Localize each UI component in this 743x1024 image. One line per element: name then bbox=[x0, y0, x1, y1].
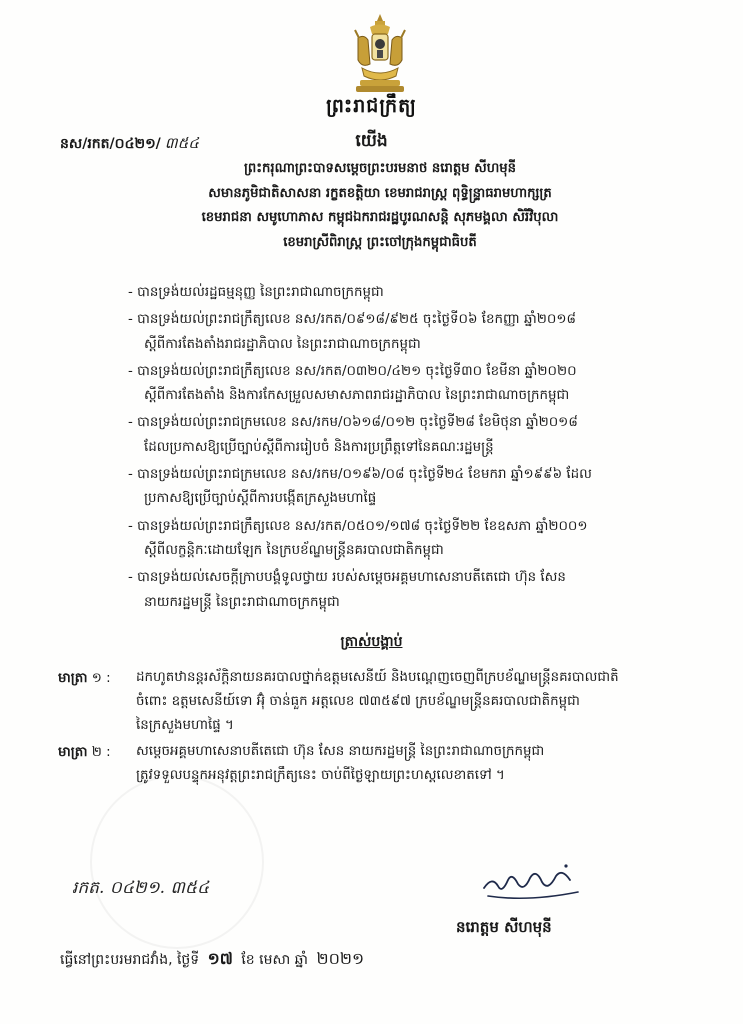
royal-titles-block bbox=[80, 157, 680, 255]
article-1 bbox=[58, 666, 698, 738]
article-2 bbox=[58, 740, 698, 788]
place-and-date bbox=[60, 948, 364, 972]
citation-item bbox=[128, 566, 688, 615]
citation-item bbox=[128, 411, 688, 460]
citation-line: - បានទ្រង់យល់ព្រះរាជក្រមលេខ នស/រកម/០៦១៨/០១២ ចុះថ្ងៃទី២៨ ខែមិថុនា ឆ្នាំ២០១៨ bbox=[128, 415, 578, 431]
decree-title: ព្រះរាជក្រឹត្យ bbox=[326, 95, 417, 117]
article-body bbox=[136, 666, 698, 738]
article-line: នៃក្រសួងមហាផ្ទៃ ។ bbox=[136, 718, 234, 733]
article-body bbox=[136, 740, 698, 788]
citation-line: នាយករដ្ឋមន្ត្រី នៃព្រះរាជាណាចក្រកម្ពុជា bbox=[144, 594, 340, 610]
citation-line: - បានទ្រង់យល់ព្រះរាជក្រឹត្យលេខ នស/រកត/០៣២០/៤២១ ចុះថ្ងៃទី៣០ ខែមីនា ឆ្នាំ២០២០ bbox=[128, 363, 577, 379]
article-number: ១ bbox=[91, 671, 102, 686]
we-heading: យើង bbox=[355, 131, 388, 151]
article-line: សម្តេចអគ្គមហាសេនាបតីតេជោ ហ៊ុន សែន នាយករដ្ឋមន្ត្រី នៃព្រះរាជាណាចក្រកម្ពុជា bbox=[136, 744, 545, 759]
article-number: ២ bbox=[91, 745, 102, 760]
citation-item bbox=[128, 463, 688, 512]
royal-title-line: ខេមរាជនា សមូហោភាស កម្ពុជឯករាជរដ្ឋបូរណសន្តិ សុភមង្គលា សិរីវិបុលា bbox=[201, 210, 559, 225]
place-prefix: ធ្វើនៅព្រះបរមរាជវាំង, ថ្ងៃទី bbox=[60, 952, 200, 968]
legal-citations-list bbox=[128, 281, 688, 618]
citation-line: - បានទ្រង់យល់ព្រះរាជក្រឹត្យលេខ នស/រកត/០៥០១/១៧៨ ចុះថ្ងៃទី២២ ខែឧសភា ឆ្នាំ២០០១ bbox=[128, 518, 588, 534]
faint-seal-watermark bbox=[90, 775, 264, 949]
handwritten-registration-ref: រកត. ០៤២១. ៣៥៤ bbox=[72, 878, 209, 898]
article-label: មាត្រា bbox=[58, 744, 88, 760]
citation-line: - បានទ្រង់យល់ព្រះរាជក្រមលេខ នស/រកម/០១៩៦/០៨ ចុះថ្ងៃទី២៤ ខែមករា ឆ្នាំ១៩៩៦ ដែល bbox=[128, 467, 592, 483]
signer-name: នរោត្តម សីហមុនី bbox=[456, 918, 552, 936]
date-year: ២០២១ bbox=[316, 949, 365, 968]
article-label: មាត្រា bbox=[58, 670, 88, 686]
date-month-text: ខែ មេសា ឆ្នាំ bbox=[241, 952, 309, 968]
citation-line: ប្រកាសឱ្យប្រើច្បាប់ស្តីពីការបង្កើតក្រសួងមហាផ្ទៃ bbox=[144, 491, 377, 507]
article-line: ដកហូតឋានន្តរស័ក្តិនាយនគរបាលថ្នាក់ឧត្តមសេនីយ៍ និងបណ្តេញចេញពីក្របខ័ណ្ឌមន្ត្រីនគរបាលជាតិ bbox=[136, 670, 619, 685]
citation-item bbox=[128, 281, 688, 305]
royal-title-line: ព្រះករុណាព្រះបាទសម្តេចព្រះបរមនាថ នរោត្តម សីហមុនី bbox=[243, 161, 517, 176]
royal-title-line: សមានភូមិជាតិសាសនា រក្ខតខត្តិយា ខេមរាជរាស្ត្រ ពុទ្ធិន្រ្ទាធរាមហាក្សត្រ bbox=[208, 185, 552, 201]
citation-line: - បានទ្រង់យល់ព្រះរាជក្រឹត្យលេខ នស/រកត/០៩១៨/៩២៥ ចុះថ្ងៃទី០៦ ខែកញ្ញា ឆ្នាំ២០១៨ bbox=[128, 312, 576, 328]
citation-item bbox=[128, 308, 688, 357]
citation-line: ស្តីពីលក្ខន្តិកៈដោយឡែក នៃក្របខ័ណ្ឌមន្ត្រីនគរបាលជាតិកម្ពុជា bbox=[144, 542, 444, 558]
citation-line: - បានទ្រង់យល់រដ្ឋធម្មនុញ្ញ នៃព្រះរាជាណាចក្រកម្ពុជា bbox=[128, 285, 384, 300]
citation-line: ស្តីពីការតែងតាំង និងការកែសម្រួលសមាសភាពរាជរដ្ឋាភិបាល នៃព្រះរាជាណាចក្រកម្ពុជា bbox=[144, 388, 570, 404]
date-day: ១៧ bbox=[207, 949, 233, 968]
reference-number-handwritten: ៣៥៤ bbox=[164, 134, 199, 152]
reference-number-printed: នស/រកត/០៤២១/ bbox=[60, 136, 161, 152]
article-line: ត្រូវទទួលបន្ទុកអនុវត្តព្រះរាជក្រឹត្យនេះ ចាប់ពីថ្ងៃឡាយព្រះហស្តលេខាតទៅ ។ bbox=[136, 768, 505, 783]
citation-line: - បានទ្រង់យល់សេចក្តីក្រាបបង្គំទូលថ្វាយ របស់សម្តេចអគ្គមហាសេនាបតីតេជោ ហ៊ុន សែន bbox=[128, 570, 566, 586]
article-line: ចំពោះ ឧត្តមសេនីយ៍ទោ អ៊ុំ ចាន់ធួក អត្តលេខ ៧៣៥៩៧ ក្របខ័ណ្ឌមន្ត្រីនគរបាលជាតិកម្ពុជា bbox=[136, 694, 580, 709]
royal-title-line: ខេមរាស្រីពិរាស្ត្រ ព្រះចៅក្រុងកម្ពុជាធិបតី bbox=[283, 234, 477, 250]
royal-signature-icon bbox=[478, 858, 588, 906]
decides-heading: ត្រាស់បង្គាប់ bbox=[340, 634, 403, 650]
citation-item bbox=[128, 360, 688, 409]
royal-coat-of-arms-icon bbox=[350, 12, 410, 94]
article-heading: មាត្រា ១ : bbox=[58, 670, 111, 686]
article-heading: មាត្រា ២ : bbox=[58, 744, 111, 760]
citation-item bbox=[128, 515, 688, 564]
citation-line: ដែលប្រកាសឱ្យប្រើច្បាប់ស្តីពីការរៀបចំ និងការប្រព្រឹត្តទៅនៃគណៈរដ្ឋមន្ត្រី bbox=[144, 439, 494, 455]
citation-line: ស្តីពីការតែងតាំងរាជរដ្ឋាភិបាល នៃព្រះរាជាណាចក្រកម្ពុជា bbox=[144, 336, 421, 352]
